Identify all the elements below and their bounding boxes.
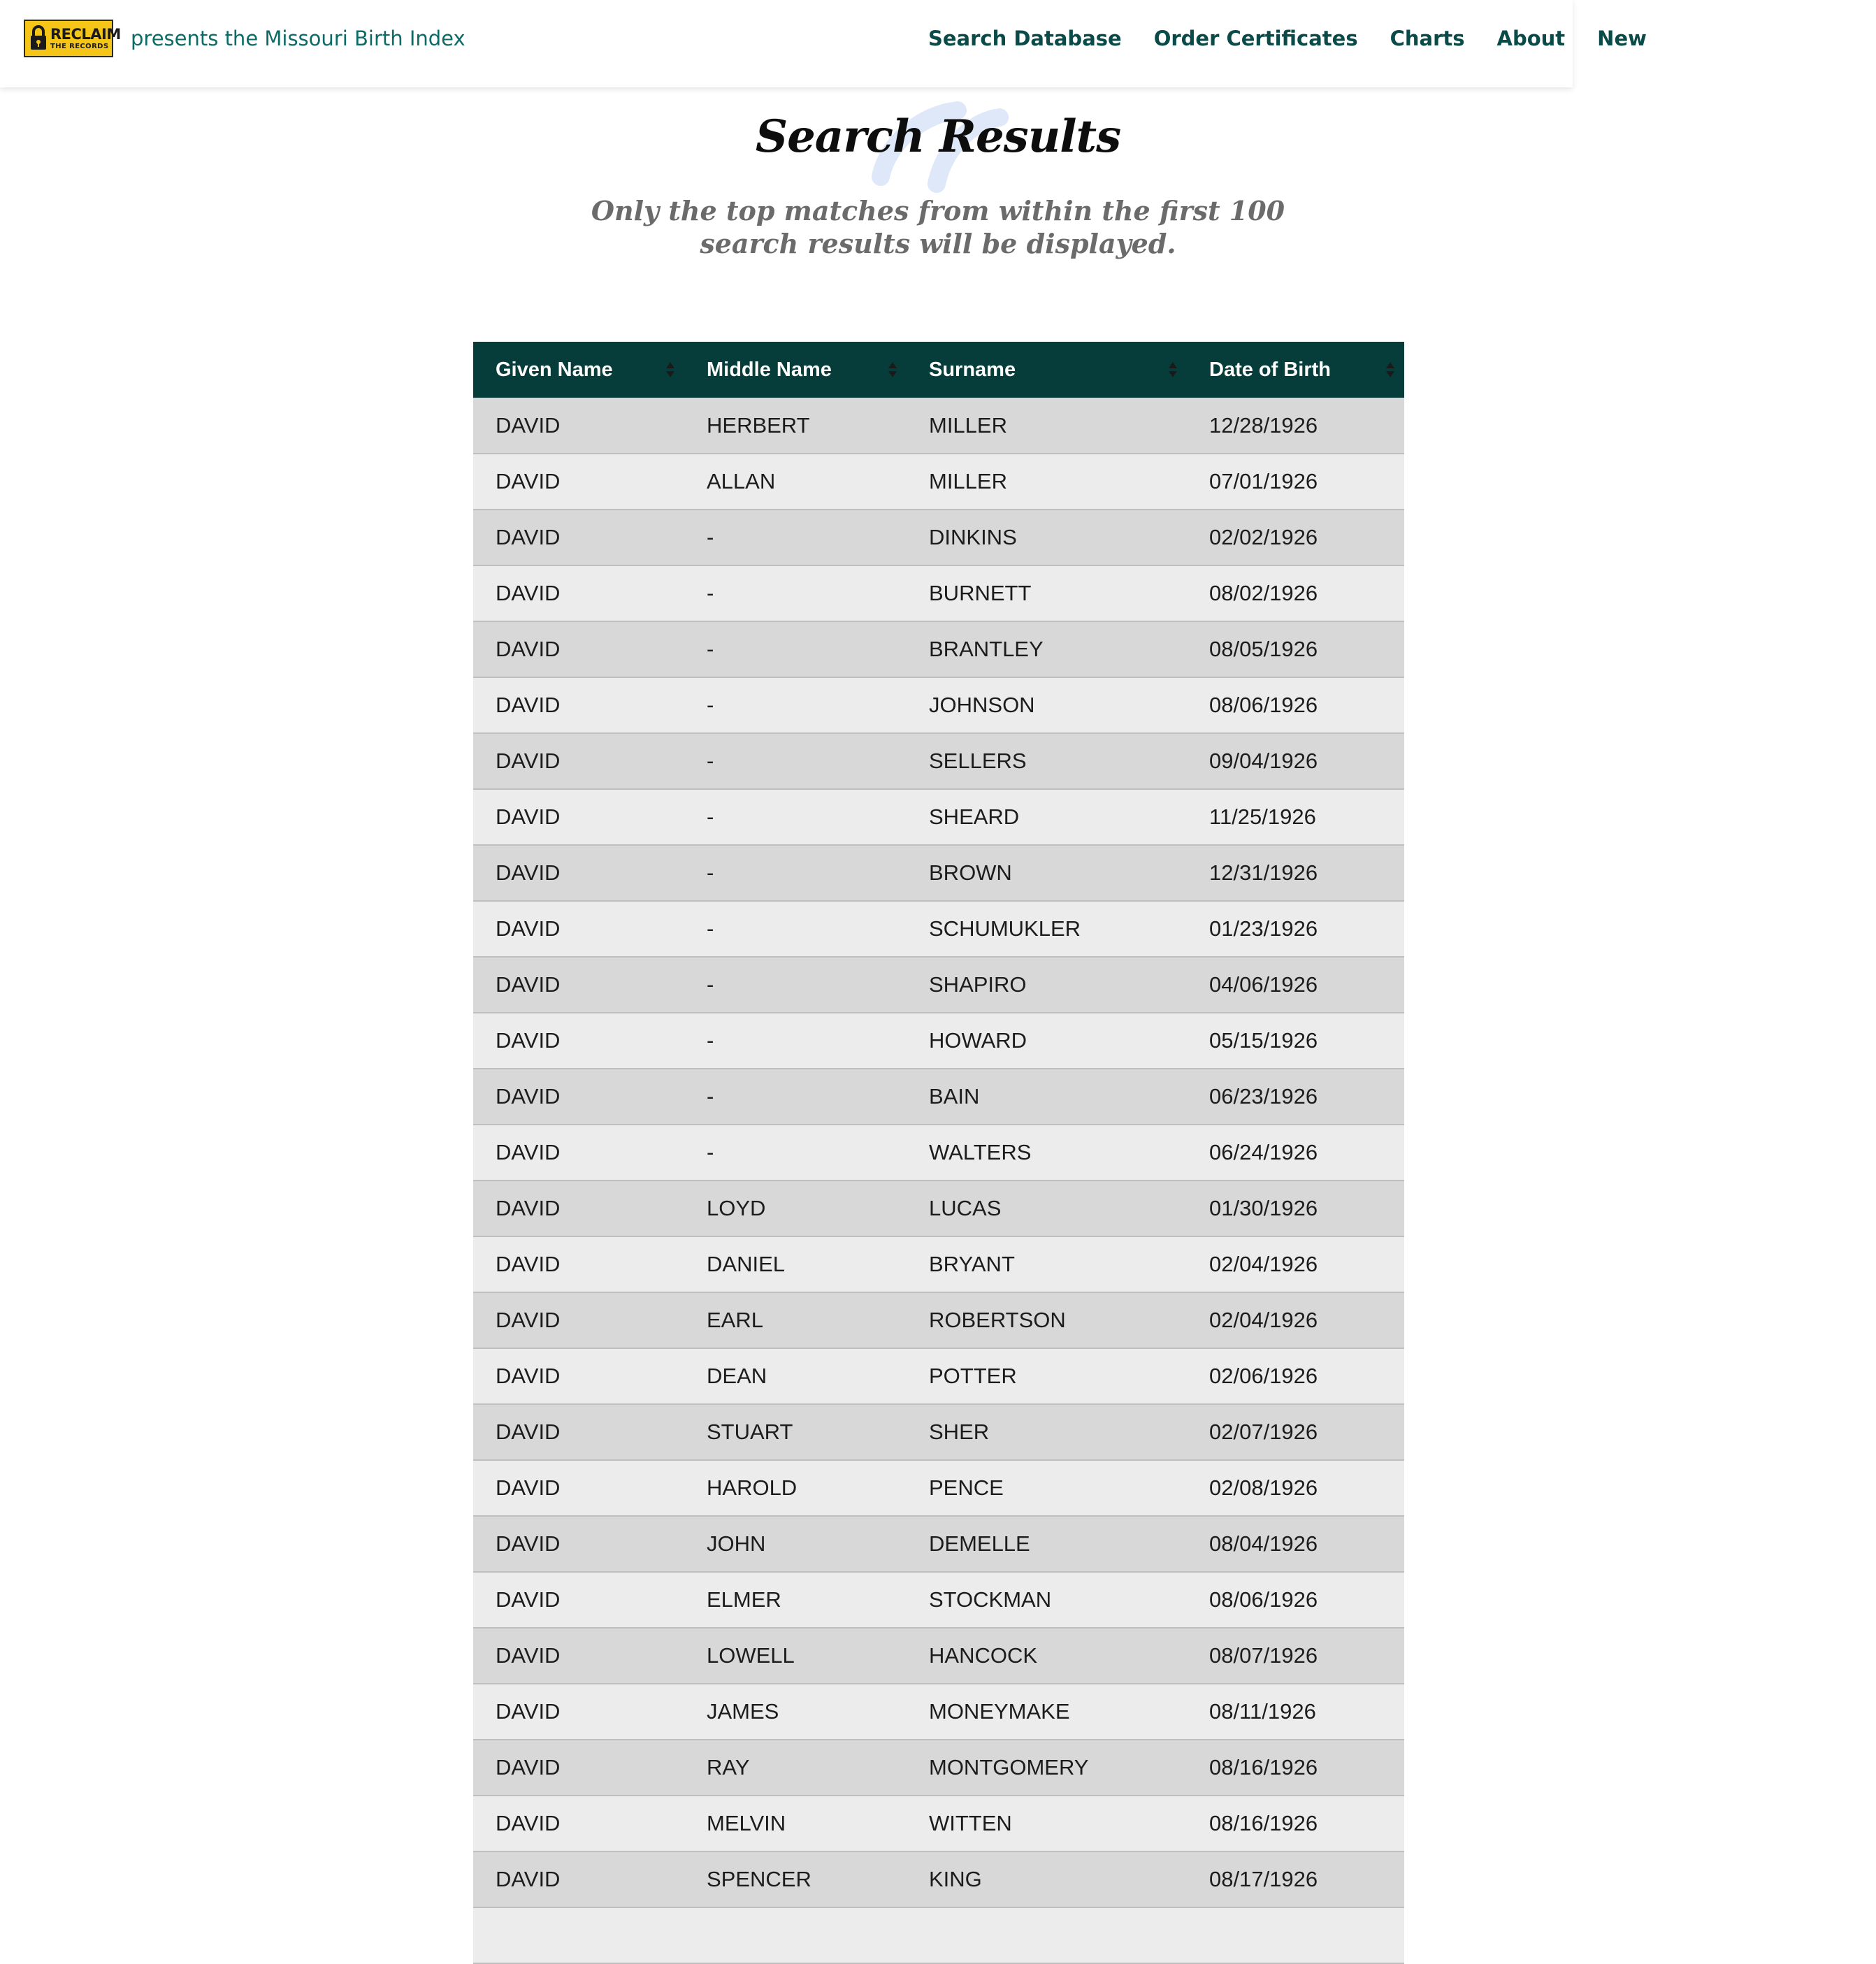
date-of-birth-cell: 08/06/1926 (1187, 677, 1404, 733)
logo-line-1: RECLAIM (50, 25, 121, 43)
date-of-birth-cell: 08/05/1926 (1187, 621, 1404, 677)
surname-cell: BRANTLEY (907, 621, 1187, 677)
column-header-label: Date of Birth (1209, 358, 1331, 381)
table-row[interactable] (473, 510, 1404, 565)
table-row[interactable] (473, 1125, 1404, 1180)
table-row[interactable] (473, 565, 1404, 621)
table-row[interactable] (473, 1516, 1404, 1572)
table-row[interactable] (473, 1460, 1404, 1516)
middle-name-cell: - (684, 1013, 907, 1069)
nav-about[interactable]: About (1496, 27, 1566, 50)
surname-cell: JOHNSON (907, 677, 1187, 733)
page-title: Search Results (755, 110, 1121, 163)
surname-cell: POTTER (907, 1348, 1187, 1404)
middle-name-cell: ALLAN (684, 454, 907, 510)
given-name-cell: DAVID (473, 1125, 684, 1180)
table-row[interactable] (473, 1069, 1404, 1125)
surname-cell: ROBERTSON (907, 1292, 1187, 1348)
surname-cell: WITTEN (907, 1796, 1187, 1851)
nav-charts[interactable]: Charts (1390, 27, 1465, 50)
date-of-birth-cell: 11/25/1926 (1187, 789, 1404, 845)
given-name-cell: DAVID (473, 1628, 684, 1684)
column-header-surname[interactable] (907, 342, 1187, 398)
middle-name-cell: HAROLD (684, 1460, 907, 1516)
date-of-birth-cell: 02/06/1926 (1187, 1348, 1404, 1404)
sort-arrows-icon[interactable] (1167, 361, 1178, 379)
surname-cell: PENCE (907, 1460, 1187, 1516)
surname-cell (907, 1907, 1187, 1963)
middle-name-cell: LOYD (684, 1180, 907, 1236)
table-row[interactable] (473, 901, 1404, 957)
given-name-cell: DAVID (473, 510, 684, 565)
given-name-cell: DAVID (473, 677, 684, 733)
table-row[interactable] (473, 1236, 1404, 1292)
date-of-birth-cell: 08/17/1926 (1187, 1851, 1404, 1907)
date-of-birth-cell: 04/06/1926 (1187, 957, 1404, 1013)
date-of-birth-cell: 09/04/1926 (1187, 733, 1404, 789)
given-name-cell: DAVID (473, 1796, 684, 1851)
middle-name-cell: MELVIN (684, 1796, 907, 1851)
given-name-cell: DAVID (473, 454, 684, 510)
date-of-birth-cell: 01/23/1926 (1187, 901, 1404, 957)
given-name-cell: DAVID (473, 1740, 684, 1796)
table-row[interactable] (473, 1851, 1404, 1907)
given-name-cell: DAVID (473, 1404, 684, 1460)
table-row[interactable] (473, 1684, 1404, 1740)
date-of-birth-cell: 02/04/1926 (1187, 1236, 1404, 1292)
date-of-birth-cell: 06/23/1926 (1187, 1069, 1404, 1125)
middle-name-cell: - (684, 621, 907, 677)
date-of-birth-cell (1187, 1907, 1404, 1963)
middle-name-cell: RAY (684, 1740, 907, 1796)
column-header-middle-name[interactable] (684, 342, 907, 398)
date-of-birth-cell: 08/02/1926 (1187, 565, 1404, 621)
surname-cell: MILLER (907, 398, 1187, 454)
column-header-date-of-birth[interactable] (1187, 342, 1404, 398)
table-row[interactable] (473, 789, 1404, 845)
date-of-birth-cell: 02/02/1926 (1187, 510, 1404, 565)
middle-name-cell: - (684, 1125, 907, 1180)
surname-cell: SCHUMUKLER (907, 901, 1187, 957)
middle-name-cell: STUART (684, 1404, 907, 1460)
date-of-birth-cell: 08/11/1926 (1187, 1684, 1404, 1740)
middle-name-cell: LOWELL (684, 1628, 907, 1684)
date-of-birth-cell: 12/28/1926 (1187, 398, 1404, 454)
middle-name-cell: - (684, 957, 907, 1013)
nav-new[interactable]: New (1597, 27, 1647, 50)
table-row[interactable] (473, 1404, 1404, 1460)
column-header-label: Surname (929, 358, 1016, 381)
surname-cell: BAIN (907, 1069, 1187, 1125)
given-name-cell: DAVID (473, 1460, 684, 1516)
sort-arrows-icon[interactable] (1385, 361, 1396, 379)
middle-name-cell: - (684, 677, 907, 733)
date-of-birth-cell: 08/06/1926 (1187, 1572, 1404, 1628)
search-results-table (473, 342, 1404, 1964)
middle-name-cell: HERBERT (684, 398, 907, 454)
logo-line-2: THE RECORDS (50, 42, 109, 50)
date-of-birth-cell: 08/16/1926 (1187, 1796, 1404, 1851)
table-row[interactable] (473, 733, 1404, 789)
nav-search-database[interactable]: Search Database (928, 27, 1122, 50)
table-row[interactable] (473, 1292, 1404, 1348)
surname-cell: SHAPIRO (907, 957, 1187, 1013)
surname-cell: DINKINS (907, 510, 1187, 565)
given-name-cell: DAVID (473, 565, 684, 621)
surname-cell: DEMELLE (907, 1516, 1187, 1572)
given-name-cell: DAVID (473, 789, 684, 845)
date-of-birth-cell: 07/01/1926 (1187, 454, 1404, 510)
date-of-birth-cell: 08/04/1926 (1187, 1516, 1404, 1572)
date-of-birth-cell: 12/31/1926 (1187, 845, 1404, 901)
column-header-given-name[interactable] (473, 342, 684, 398)
date-of-birth-cell: 06/24/1926 (1187, 1125, 1404, 1180)
date-of-birth-cell: 05/15/1926 (1187, 1013, 1404, 1069)
date-of-birth-cell: 02/04/1926 (1187, 1292, 1404, 1348)
given-name-cell: DAVID (473, 1069, 684, 1125)
date-of-birth-cell: 01/30/1926 (1187, 1180, 1404, 1236)
surname-cell: SHER (907, 1404, 1187, 1460)
given-name-cell: DAVID (473, 1292, 684, 1348)
given-name-cell (473, 1907, 684, 1963)
table-row[interactable] (473, 1628, 1404, 1684)
given-name-cell: DAVID (473, 957, 684, 1013)
given-name-cell: DAVID (473, 1013, 684, 1069)
middle-name-cell: - (684, 510, 907, 565)
surname-cell: BROWN (907, 845, 1187, 901)
middle-name-cell: - (684, 1069, 907, 1125)
logo-wordmark (50, 27, 121, 50)
surname-cell: STOCKMAN (907, 1572, 1187, 1628)
given-name-cell: DAVID (473, 1851, 684, 1907)
surname-cell: BRYANT (907, 1236, 1187, 1292)
table-row[interactable] (473, 1013, 1404, 1069)
surname-cell: SELLERS (907, 733, 1187, 789)
middle-name-cell: - (684, 565, 907, 621)
given-name-cell: DAVID (473, 845, 684, 901)
date-of-birth-cell: 02/08/1926 (1187, 1460, 1404, 1516)
table-row[interactable] (473, 1907, 1404, 1963)
results-notice: Only the top matches from within the first 100 search results will be displayed. (591, 195, 1285, 259)
column-header-label: Middle Name (707, 358, 832, 381)
table-row[interactable] (473, 1348, 1404, 1404)
given-name-cell: DAVID (473, 1348, 684, 1404)
sort-arrows-icon[interactable] (887, 361, 898, 379)
given-name-cell: DAVID (473, 1180, 684, 1236)
given-name-cell: DAVID (473, 1684, 684, 1740)
given-name-cell: DAVID (473, 398, 684, 454)
nav-order-certificates[interactable]: Order Certificates (1153, 27, 1358, 50)
main-nav (928, 27, 1679, 50)
column-header-label: Given Name (496, 358, 613, 381)
middle-name-cell: - (684, 845, 907, 901)
given-name-cell: DAVID (473, 1572, 684, 1628)
date-of-birth-cell: 02/07/1926 (1187, 1404, 1404, 1460)
date-of-birth-cell: 08/07/1926 (1187, 1628, 1404, 1684)
table-row[interactable] (473, 454, 1404, 510)
padlock-icon (29, 24, 48, 52)
middle-name-cell: - (684, 733, 907, 789)
given-name-cell: DAVID (473, 1236, 684, 1292)
table-row[interactable] (473, 677, 1404, 733)
surname-cell: BURNETT (907, 565, 1187, 621)
middle-name-cell: SPENCER (684, 1851, 907, 1907)
middle-name-cell: JAMES (684, 1684, 907, 1740)
table-row[interactable] (473, 398, 1404, 454)
table-row[interactable] (473, 1740, 1404, 1796)
middle-name-cell: - (684, 789, 907, 845)
middle-name-cell: EARL (684, 1292, 907, 1348)
middle-name-cell: DEAN (684, 1348, 907, 1404)
site-tagline: presents the Missouri Birth Index (131, 27, 466, 50)
surname-cell: MILLER (907, 454, 1187, 510)
table-row[interactable] (473, 621, 1404, 677)
surname-cell: WALTERS (907, 1125, 1187, 1180)
site-header (0, 0, 1647, 87)
table-header-row (473, 342, 1404, 398)
table-row[interactable] (473, 1180, 1404, 1236)
surname-cell: MONTGOMERY (907, 1740, 1187, 1796)
surname-cell: KING (907, 1851, 1187, 1907)
surname-cell: HANCOCK (907, 1628, 1187, 1684)
middle-name-cell: ELMER (684, 1572, 907, 1628)
surname-cell: MONEYMAKE (907, 1684, 1187, 1740)
surname-cell: LUCAS (907, 1180, 1187, 1236)
surname-cell: SHEARD (907, 789, 1187, 845)
table-row[interactable] (473, 1572, 1404, 1628)
reclaim-the-records-logo[interactable] (24, 20, 121, 57)
table-row[interactable] (473, 957, 1404, 1013)
given-name-cell: DAVID (473, 901, 684, 957)
results-body (473, 398, 1404, 1963)
date-of-birth-cell: 08/16/1926 (1187, 1740, 1404, 1796)
middle-name-cell: - (684, 901, 907, 957)
table-row[interactable] (473, 1796, 1404, 1851)
middle-name-cell: JOHN (684, 1516, 907, 1572)
table-row[interactable] (473, 845, 1404, 901)
middle-name-cell (684, 1907, 907, 1963)
given-name-cell: DAVID (473, 1516, 684, 1572)
given-name-cell: DAVID (473, 621, 684, 677)
middle-name-cell: DANIEL (684, 1236, 907, 1292)
surname-cell: HOWARD (907, 1013, 1187, 1069)
sort-arrows-icon[interactable] (665, 361, 676, 379)
given-name-cell: DAVID (473, 733, 684, 789)
